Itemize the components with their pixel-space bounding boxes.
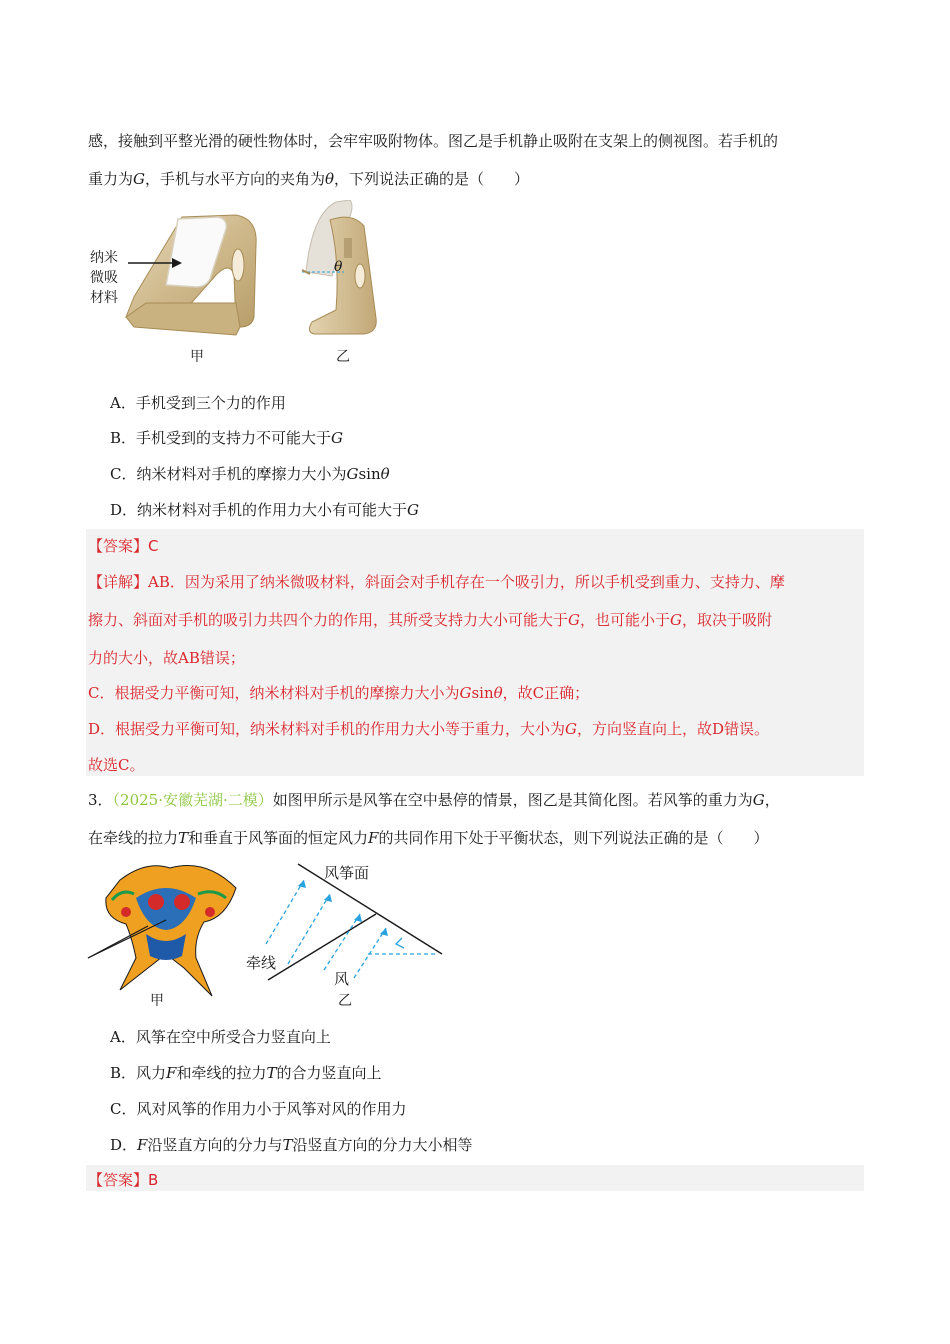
q2-stem-line1: 感，接触到平整光滑的硬性物体时，会牢牢吸附物体。图乙是手机静止吸附在支架上的侧视图。若手机的 <box>88 132 779 150</box>
q3-option-a[interactable]: A．风筝在空中所受合力竖直向上 <box>110 1028 331 1046</box>
kite-face-label: 风筝面 <box>324 864 370 882</box>
kite-caption-yi: 乙 <box>338 993 352 1009</box>
q3-stem-line2: 在牵线的拉力T和垂直于风筝面的恒定风力F的共同作用下处于平衡状态，则下列说法正确的是（ ） <box>88 829 769 847</box>
q3-answer: 【答案】B <box>88 1171 159 1189</box>
q2-option-a[interactable]: A．手机受到三个力的作用 <box>110 394 286 412</box>
theta-label: θ <box>334 259 343 275</box>
q2-option-c[interactable]: C．纳米材料对手机的摩擦力大小为Gsinθ <box>110 465 390 483</box>
q2-option-d[interactable]: D．纳米材料对手机的作用力大小有可能大于G <box>110 501 420 519</box>
q3-option-c[interactable]: C．风对风筝的作用力小于风筝对风的作用力 <box>110 1100 407 1118</box>
q3-stem-line1: 3．（2025·安徽芜湖·二模）如图甲所示是风筝在空中悬停的情景，图乙是其简化图。若风筝的重力为G， <box>88 791 780 809</box>
q3-option-b[interactable]: B．风力F和牵线的拉力T的合力竖直向上 <box>110 1064 382 1082</box>
figure-caption-yi: 乙 <box>336 349 350 365</box>
material-label: 纳米 微吸 材料 <box>90 250 118 306</box>
q2-option-b[interactable]: B．手机受到的支持力不可能大于G <box>110 429 344 447</box>
q2-detail-line1: 【详解】AB．因为采用了纳米微吸材料，斜面会对手机存在一个吸引力，所以手机受到重力、支持力、摩 <box>88 573 785 591</box>
wind-label: 风 <box>334 970 350 988</box>
kite-caption-jia: 甲 <box>150 993 164 1009</box>
q2-detail-line2: 擦力、斜面对手机的吸引力共四个力的作用，其所受支持力大小可能大于G，也可能小于G，取决于吸附 <box>88 611 773 629</box>
q2-answer: 【答案】C <box>88 537 159 555</box>
q2-stem-line2: 重力为G，手机与水平方向的夹角为θ，下列说法正确的是（ ） <box>88 170 530 188</box>
q2-detail-line4: C．根据受力平衡可知，纳米材料对手机的摩擦力大小为Gsinθ，故C正确； <box>88 684 590 702</box>
q3-answer-box <box>86 1165 864 1191</box>
q2-detail-line3: 力的大小，故AB错误； <box>88 649 245 667</box>
kite-figure-jia <box>86 858 246 998</box>
q2-detail-line6: 故选C。 <box>88 756 145 774</box>
figure-caption-jia: 甲 <box>190 349 204 365</box>
kite-line-label: 牵线 <box>246 954 277 972</box>
q3-option-d[interactable]: D．F沿竖直方向的分力与T沿竖直方向的分力大小相等 <box>110 1136 473 1154</box>
q2-detail-line5: D．根据受力平衡可知，纳米材料对手机的作用力大小等于重力，大小为G，方向竖直向上，故D错误。 <box>88 720 770 738</box>
